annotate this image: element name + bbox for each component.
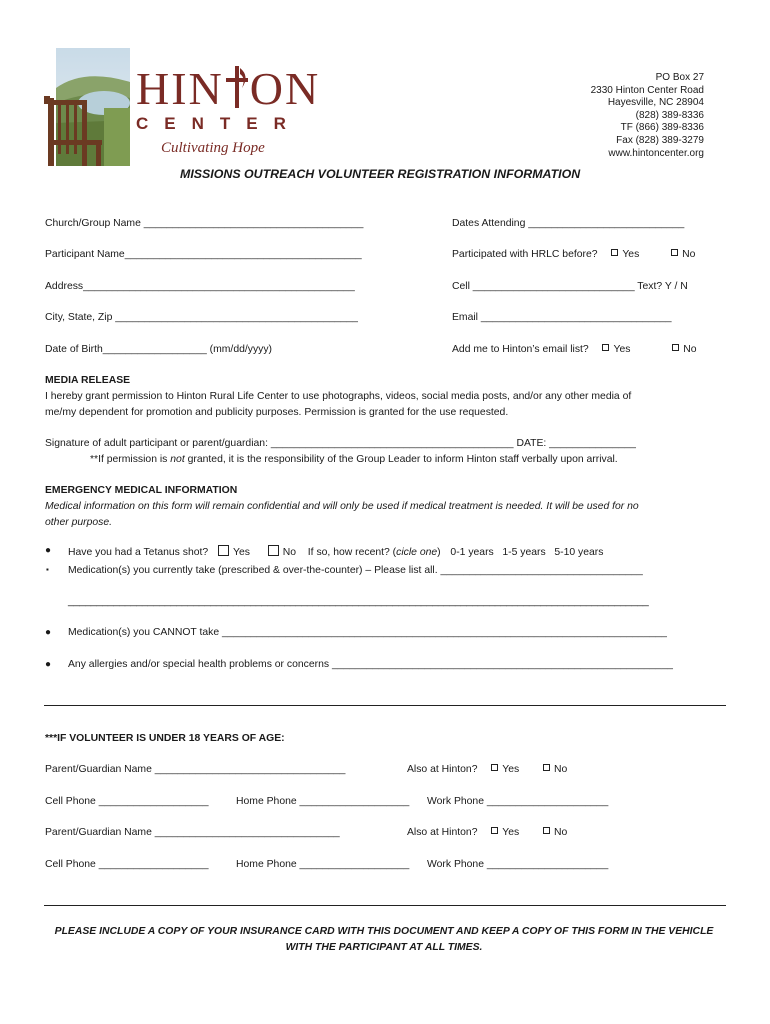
also-at-hinton-label: Also at Hinton? bbox=[407, 764, 478, 775]
email-list-label: Add me to Hinton’s email list? bbox=[452, 344, 589, 355]
insurance-notice-line1: PLEASE INCLUDE A COPY OF YOUR INSURANCE CARD WITH THIS DOCUMENT AND KEEP A COPY OF THIS FORM IN THE VEHICLE bbox=[54, 926, 714, 937]
email-list-question bbox=[452, 344, 697, 355]
participated-before-label: Participated with HRLC before? bbox=[452, 249, 598, 260]
current-medications-field[interactable]: Medication(s) you currently take (prescribed & over-the-counter) – Please list all. ___________________________________ bbox=[68, 565, 643, 576]
work-phone-field-1[interactable]: Work Phone _____________________ bbox=[427, 796, 609, 807]
insurance-notice bbox=[44, 924, 724, 956]
media-release-text-line1: I hereby grant permission to Hinton Rural Life Center to use photographs, videos, social media posts, and/or any other media of bbox=[45, 391, 632, 402]
tetanus-yes-label: Yes bbox=[232, 547, 250, 558]
home-phone-field-1[interactable]: Home Phone ___________________ bbox=[236, 796, 410, 807]
cell-phone-field-2[interactable]: Cell Phone ___________________ bbox=[45, 859, 209, 870]
participant-name-field[interactable]: Participant Name_________________________________________ bbox=[45, 249, 362, 260]
medical-intro-line2: other purpose. bbox=[45, 517, 113, 528]
bullet-icon: ● bbox=[45, 545, 52, 556]
email-list-no-label: No bbox=[683, 344, 697, 355]
website-line: www.hintoncenter.org bbox=[608, 147, 704, 159]
medical-intro-line1: Medical information on this form will remain confidential and will only be used if medical treatment is needed. It will be used for no bbox=[45, 501, 639, 512]
logo-landscape-image bbox=[44, 48, 134, 166]
logo-wordmark-center: CENTER bbox=[136, 114, 302, 133]
section-divider bbox=[44, 705, 726, 706]
tetanus-recency-options[interactable]: 0-1 years 1-5 years 5-10 years bbox=[450, 547, 604, 558]
date-of-birth-field[interactable]: Date of Birth__________________ (mm/dd/yyyy) bbox=[45, 344, 273, 355]
cell-phone-field-1[interactable]: Cell Phone ___________________ bbox=[45, 796, 209, 807]
email-list-yes-checkbox[interactable] bbox=[602, 344, 609, 351]
contact-address-block bbox=[591, 72, 704, 160]
media-release-heading: MEDIA RELEASE bbox=[45, 375, 131, 386]
also-at-hinton-label: Also at Hinton? bbox=[407, 827, 478, 838]
cell-field[interactable]: Cell ____________________________ Text? Y / N bbox=[452, 281, 688, 292]
address-line: 2330 Hinton Center Road bbox=[590, 84, 704, 96]
also-at-hinton-yes-checkbox-2[interactable] bbox=[491, 827, 498, 834]
address-line: Hayesville, NC 28904 bbox=[607, 97, 704, 109]
also-at-hinton-yes-checkbox-1[interactable] bbox=[491, 764, 498, 771]
parent-guardian-name-field-1[interactable]: Parent/Guardian Name _________________________________ bbox=[45, 764, 346, 775]
current-medications-extra-line[interactable]: ______________________________________________________________________________________________________ bbox=[68, 595, 649, 607]
home-phone-field-2[interactable]: Home Phone ___________________ bbox=[236, 859, 410, 870]
also-at-hinton-yes-label: Yes bbox=[502, 827, 520, 838]
also-at-hinton-no-checkbox-1[interactable] bbox=[543, 764, 550, 771]
also-at-hinton-question-1 bbox=[407, 764, 567, 775]
tetanus-no-checkbox[interactable] bbox=[268, 545, 279, 556]
address-line: PO Box 27 bbox=[655, 72, 704, 83]
insurance-notice-line2: WITH THE PARTICIPANT AT ALL TIMES. bbox=[285, 942, 483, 953]
tetanus-no-label: No bbox=[282, 547, 296, 558]
bullet-icon: ● bbox=[45, 659, 52, 670]
participated-before-question bbox=[452, 249, 695, 260]
participated-yes-checkbox[interactable] bbox=[611, 249, 618, 256]
section-divider bbox=[44, 905, 726, 906]
also-at-hinton-question-2 bbox=[407, 827, 567, 838]
also-at-hinton-no-label: No bbox=[553, 764, 568, 775]
email-field[interactable]: Email _________________________________ bbox=[452, 312, 672, 323]
participated-yes-label: Yes bbox=[622, 249, 640, 260]
media-signature-field[interactable]: Signature of adult participant or parent/guardian: __________________________________________ DATE: _______________ bbox=[45, 438, 636, 449]
also-at-hinton-yes-label: Yes bbox=[502, 764, 520, 775]
tetanus-recency-label: If so, how recent? (cicle one) bbox=[307, 547, 441, 558]
minor-section-heading: ***IF VOLUNTEER IS UNDER 18 YEARS OF AGE: bbox=[45, 733, 285, 744]
participated-no-checkbox[interactable] bbox=[671, 249, 678, 256]
logo-wordmark-hinton: HIN ON bbox=[136, 63, 321, 114]
email-list-no-checkbox[interactable] bbox=[672, 344, 679, 351]
work-phone-field-2[interactable]: Work Phone _____________________ bbox=[427, 859, 609, 870]
toll-free-line: TF (866) 389-8336 bbox=[620, 122, 704, 134]
allergies-field[interactable]: Any allergies and/or special health problems or concerns ___________________________________________________________ bbox=[68, 659, 673, 670]
phone-line: (828) 389-8336 bbox=[635, 109, 704, 121]
media-release-text-line2: me/my dependent for promotion and publicity purposes. Permission is granted for the use requested. bbox=[45, 407, 509, 418]
cannot-take-medications-field[interactable]: Medication(s) you CANNOT take _____________________________________________________________________________ bbox=[68, 627, 667, 638]
also-at-hinton-no-label: No bbox=[553, 827, 568, 838]
form-title: MISSIONS OUTREACH VOLUNTEER REGISTRATION INFORMATION bbox=[180, 167, 581, 181]
church-group-name-field[interactable]: Church/Group Name ______________________________________ bbox=[45, 218, 364, 229]
bullet-icon: ● bbox=[45, 627, 52, 638]
address-field[interactable]: Address_______________________________________________ bbox=[45, 281, 355, 292]
tetanus-yes-checkbox[interactable] bbox=[218, 545, 229, 556]
logo-cross-flame-icon bbox=[224, 68, 250, 108]
fax-line: Fax (828) 389-3279 bbox=[616, 134, 704, 146]
medical-heading: EMERGENCY MEDICAL INFORMATION bbox=[45, 485, 238, 496]
city-state-zip-field[interactable]: City, State, Zip __________________________________________ bbox=[45, 312, 358, 323]
hinton-center-logo bbox=[44, 48, 324, 166]
participated-no-label: No bbox=[682, 249, 696, 260]
logo-tagline: Cultivating Hope bbox=[161, 140, 265, 156]
media-permission-note: **If permission is not granted, it is the responsibility of the Group Leader to inform Hinton staff verbally upon arrival. bbox=[90, 454, 618, 465]
bullet-icon: ▪ bbox=[46, 565, 49, 574]
email-list-yes-label: Yes bbox=[613, 344, 631, 355]
also-at-hinton-no-checkbox-2[interactable] bbox=[543, 827, 550, 834]
dates-attending-field[interactable]: Dates Attending ___________________________ bbox=[452, 218, 685, 229]
tetanus-question bbox=[68, 545, 603, 558]
parent-guardian-name-field-2[interactable]: Parent/Guardian Name ________________________________ bbox=[45, 827, 340, 838]
tetanus-label: Have you had a Tetanus shot? bbox=[68, 547, 209, 558]
